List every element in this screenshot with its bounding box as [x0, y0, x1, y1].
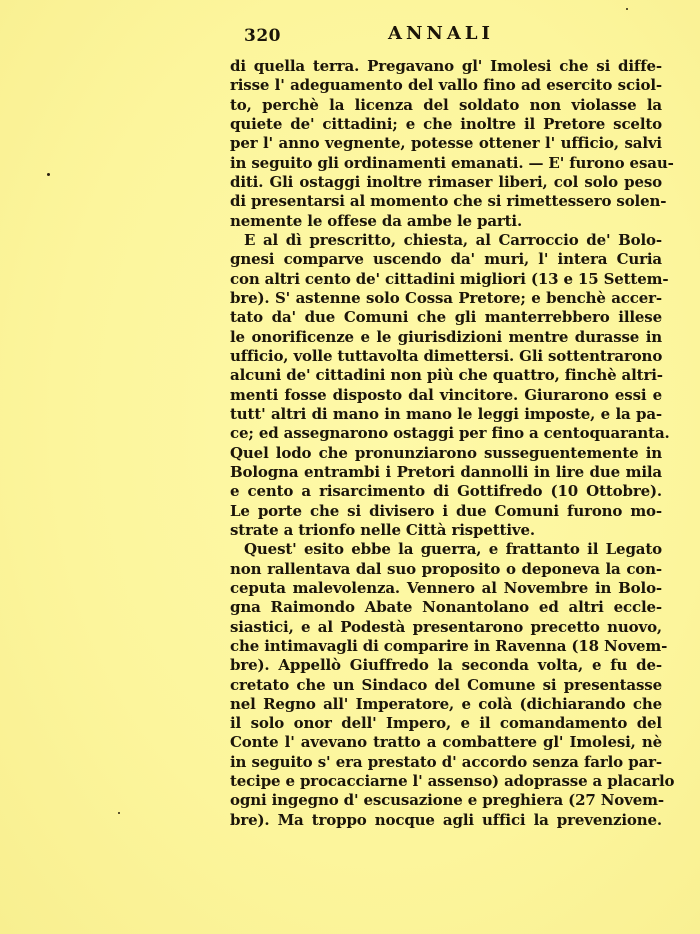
text-line: il solo onor dell' Impero, e il comandamento del [230, 714, 662, 733]
text-line: risse l' adeguamento del vallo fino ad esercito sciol- [230, 76, 662, 95]
text-line: le onorificenze e le giurisdizioni mentre durasse in [230, 327, 662, 346]
text-line: e cento a risarcimento di Gottifredo (10 Ottobre). [230, 482, 662, 501]
text-line: per l' anno vegnente, potesse ottener l' ufficio, salvi [230, 134, 662, 153]
text-line: ce; ed assegnarono ostaggi per fino a centoquaranta. [230, 424, 670, 443]
text-line: gna Raimondo Abate Nonantolano ed altri eccle- [230, 598, 662, 617]
text-line: di quella terra. Pregavano gl' Imolesi che si diffe- [230, 57, 662, 75]
text-line: ogni ingegno d' escusazione e preghiera (27 Novem- [230, 791, 664, 810]
text-line: nemente le offese da ambe le parti. [230, 211, 523, 230]
text-line: cretato che un Sindaco del Comune si presentasse [230, 675, 662, 694]
page-header [230, 22, 660, 48]
text-line: E al dì prescritto, chiesta, al Carroccio de' Bolo- [244, 230, 662, 249]
text-line: Quel lodo che pronunziarono susseguentemente in [230, 443, 662, 462]
text-line: tato da' due Comuni che gli manterrebbero illese [230, 308, 662, 327]
text-line: di presentarsi al momento che si rimettessero solen- [230, 192, 667, 211]
text-line: nel Regno all' Imperatore, e colà (dichiarando che [230, 694, 662, 713]
text-line: Bologna entrambi i Pretori dannolli in lire due mila [230, 462, 662, 481]
text-line: siastici, e al Podestà presentarono precetto nuovo, [230, 617, 662, 636]
text-line: Conte l' avevano tratto a combattere gl' Imolesi, nè [230, 733, 662, 752]
text-line: quiete de' cittadini; e che inoltre il Pretore scelto [230, 114, 662, 133]
text-line: bre). S' astenne solo Cossa Pretore; e benchè accer- [230, 288, 662, 307]
text-line: in seguito gli ordinamenti emanati. — E' furono esau- [230, 153, 674, 172]
text-line: gnesi comparve uscendo da' muri, l' intera Curia [230, 250, 662, 269]
text-line: to, perchè la licenza del soldato non violasse la [230, 95, 662, 114]
text-line: ceputa malevolenza. Vennero al Novembre in Bolo- [230, 578, 662, 597]
page-number: 320 [244, 26, 281, 46]
text-line: tutt' altri di mano in mano le leggi imposte, e la pa- [230, 404, 662, 423]
paper-speck [118, 812, 120, 814]
text-line: che intimavagli di comparire in Ravenna (18 Novem- [230, 636, 668, 655]
text-line: menti fosse disposto dal vincitore. Giurarono essi e [230, 385, 662, 404]
text-line: bre). Ma troppo nocque agli uffici la prevenzione. [230, 810, 662, 829]
text-line: tecipe e procacciarne l' assenso) adoprasse a placarlo [230, 772, 675, 791]
paper-speck [47, 173, 50, 176]
text-line: strate a trionfo nelle Città rispettive. [230, 520, 535, 539]
text-line: diti. Gli ostaggi inoltre rimaser liberi, col solo peso [230, 172, 662, 191]
text-line: con altri cento de' cittadini migliori (13 e 15 Settem- [230, 269, 669, 288]
text-line: bre). Appellò Giuffredo la seconda volta, e fu de- [230, 656, 662, 675]
text-line: non rallentava dal suo proposito o deponeva la con- [230, 559, 662, 578]
text-line: ufficio, volle tuttavolta dimettersi. Gli sottentrarono [230, 346, 663, 365]
paper-speck [626, 8, 628, 10]
text-line: alcuni de' cittadini non più che quattro, finchè altri- [230, 366, 663, 385]
running-title: ANNALI [388, 23, 494, 44]
text-line: Quest' esito ebbe la guerra, e frattanto il Legato [244, 540, 662, 559]
body-text [230, 57, 675, 830]
text-line: in seguito s' era prestato d' accordo senza farlo par- [230, 752, 662, 771]
text-line: Le porte che si divisero i due Comuni furono mo- [230, 501, 662, 520]
